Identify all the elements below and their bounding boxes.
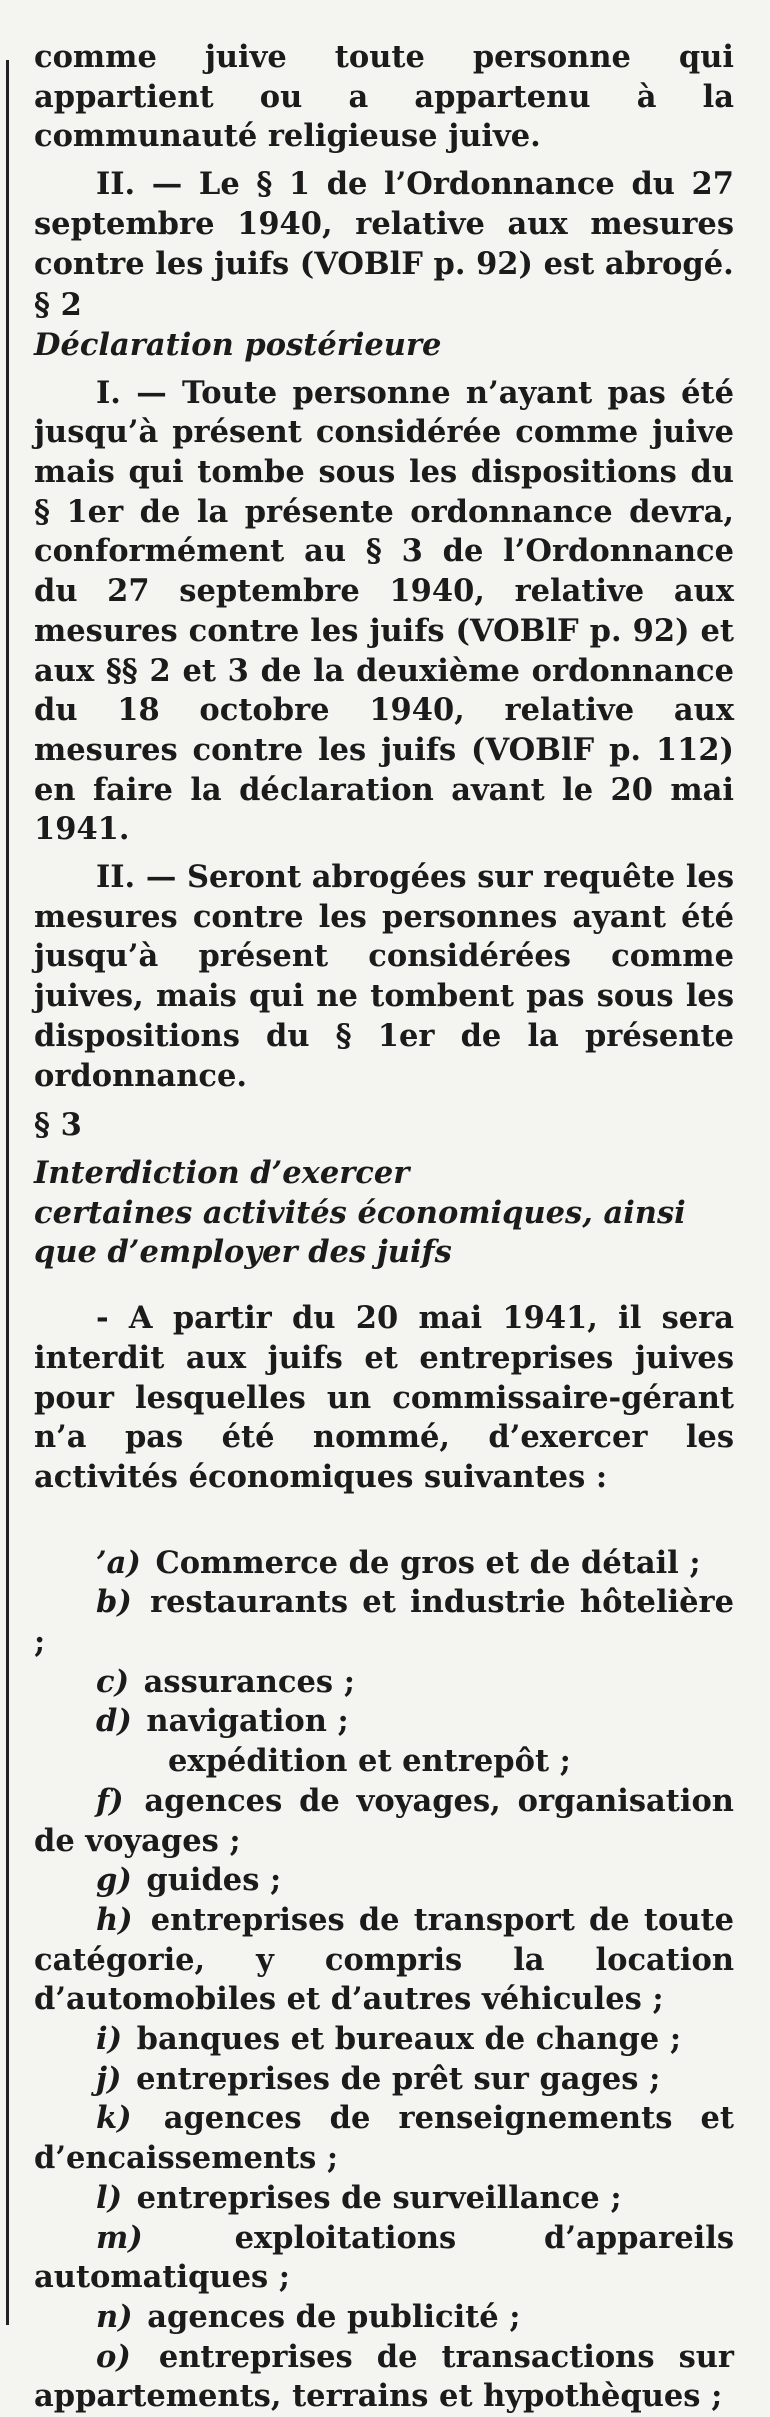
item-text: agences de publicité ; <box>147 2298 521 2335</box>
item-label: n) <box>96 2298 133 2335</box>
list-item <box>34 2060 734 2100</box>
left-margin-rule <box>6 60 9 2325</box>
list-item <box>34 1583 734 1662</box>
paragraph-section2-i: I. — Toute personne n’ayant pas été jusqu’à présent considérée comme juive mais qui tombe sous les dispositions du § 1er de la présente ordonnance devra, conformément au § 3 de l’Ordonnance du 27 septembre 1940, relative aux mesures contre les juifs (VOBlF p. 92) et aux §§ 2 et 3 de la deuxième ordonnance du 18 octobre 1940, relative aux mesures contre les juifs (VOBlF p. 112) en faire la déclaration avant le 20 mai 1941. <box>34 374 734 848</box>
paragraph-section1-ii: II. — Le § 1 de l’Ordonnance du 27 septembre 1940, relative aux mesures contre les juifs (VOBlF p. 92) est abrogé. <box>34 166 734 282</box>
list-item <box>34 2219 734 2298</box>
item-label: f) <box>96 1782 124 1819</box>
item-text: exploitations d’appareils automatiques ; <box>34 2219 734 2296</box>
list-item <box>34 1544 734 1584</box>
item-text: entreprises de prêt sur gages ; <box>136 2060 661 2097</box>
list-item <box>34 1861 734 1901</box>
section-3-symbol: § 3 <box>34 1107 82 1144</box>
item-text: navigation ; <box>146 1703 349 1740</box>
list-item <box>34 1742 734 1782</box>
item-text: entreprises de transport de toute catégorie, y compris la location d’automobiles et d’autres véhicules ; <box>34 1901 734 2018</box>
list-item <box>34 2298 734 2338</box>
list-item <box>34 2020 734 2060</box>
paragraph-intro: comme juive toute personne qui appartient ou a appartenu à la communauté religieuse juive. <box>34 39 734 155</box>
item-label: j) <box>96 2060 122 2097</box>
section-2-symbol: § 2 <box>34 287 82 324</box>
item-label: g) <box>96 1862 132 1899</box>
paragraph-section3-intro: - A partir du 20 mai 1941, il sera interdit aux juifs et entreprises juives pour lesquelles un commissaire-gérant n’a pas été nommé, d’exercer les activités économiques suivantes : <box>34 1300 734 1495</box>
item-text: entreprises de transactions sur appartements, terrains et hypothèques ; <box>34 2338 734 2415</box>
list-item <box>34 1782 734 1861</box>
item-label: k) <box>96 2100 132 2137</box>
item-text: banques et bureaux de change ; <box>136 2021 682 2058</box>
section-3-title-line-3: que d’employer des juifs <box>34 1234 452 1271</box>
item-label: o) <box>96 2338 131 2375</box>
item-text: guides ; <box>146 1862 282 1899</box>
list-item <box>34 2179 734 2219</box>
item-label: h) <box>96 1901 133 1938</box>
list-item <box>34 1702 734 1742</box>
item-label: c) <box>96 1663 130 1700</box>
item-label: d) <box>96 1703 132 1740</box>
document-page <box>34 38 734 2417</box>
activity-list <box>34 1544 734 2417</box>
list-item <box>34 2099 734 2178</box>
paragraph-section2-ii: II. — Seront abrogées sur requête les mesures contre les personnes ayant été jusqu’à présent considérées comme juives, mais qui ne tombent pas sous les dispositions du § 1er de la présente ordonnance. <box>34 859 734 1094</box>
item-text: entreprises de surveillance ; <box>136 2179 622 2216</box>
list-item <box>34 1901 734 2020</box>
item-text: assurances ; <box>143 1663 355 1700</box>
section-2-title: Déclaration postérieure <box>34 326 442 363</box>
list-item <box>34 2338 734 2417</box>
item-label: ’a) <box>96 1544 141 1581</box>
item-label: b) <box>96 1584 132 1621</box>
item-text: Commerce de gros et de détail ; <box>155 1544 701 1581</box>
section-3-title-line-2: certaines activités économiques, ainsi <box>34 1194 686 1231</box>
item-label: l) <box>96 2179 123 2216</box>
item-text: agences de renseignements et d’encaissements ; <box>34 2100 734 2177</box>
item-text: agences de voyages, organisation de voyages ; <box>34 1782 734 1859</box>
item-text: expédition et entrepôt ; <box>168 1743 571 1780</box>
item-label: m) <box>96 2219 143 2256</box>
list-item <box>34 1663 734 1703</box>
section-3-title-line-1: Interdiction d’exercer <box>34 1154 410 1191</box>
item-label: i) <box>96 2021 123 2058</box>
item-text: restaurants et industrie hôtelière ; <box>34 1584 734 1661</box>
